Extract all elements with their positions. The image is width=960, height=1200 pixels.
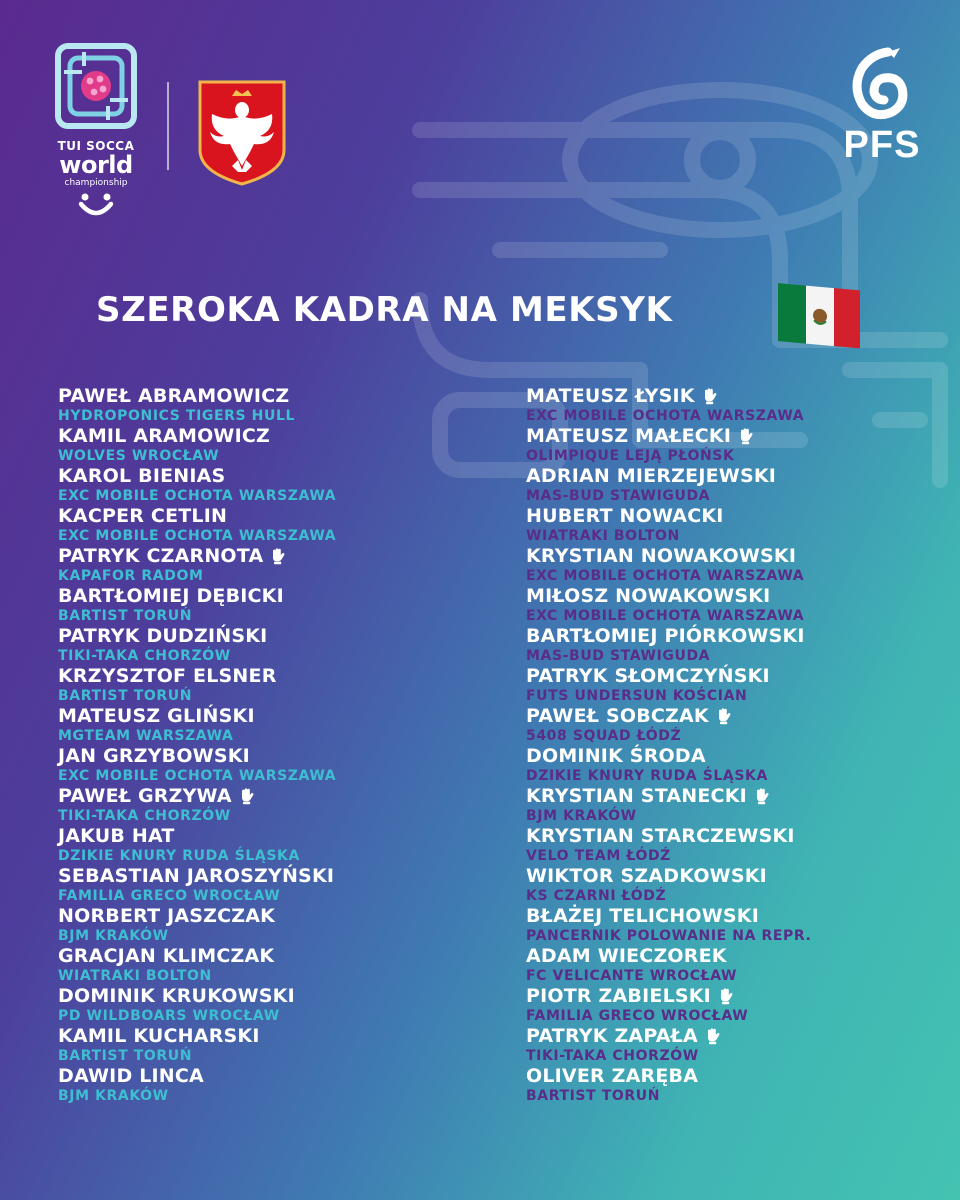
player-entry bbox=[58, 904, 478, 944]
player-name: MIŁOSZ NOWAKOWSKI bbox=[526, 585, 771, 607]
player-club: FC VELICANTE WROCŁAW bbox=[526, 968, 738, 984]
player-entry bbox=[58, 824, 478, 864]
pfs-label: PFS bbox=[843, 124, 921, 166]
player-name-row bbox=[526, 864, 946, 888]
player-name-row bbox=[526, 1064, 946, 1088]
player-club: BJM KRAKÓW bbox=[526, 808, 637, 824]
player-name: PAWEŁ ABRAMOWICZ bbox=[58, 385, 290, 407]
player-entry bbox=[58, 584, 478, 624]
player-entry bbox=[526, 944, 946, 984]
player-name-row bbox=[526, 624, 946, 648]
player-entry bbox=[58, 744, 478, 784]
player-name-row bbox=[58, 704, 478, 728]
player-entry bbox=[58, 1064, 478, 1104]
player-entry bbox=[58, 504, 478, 544]
player-name-row bbox=[526, 904, 946, 928]
tui-smile-icon bbox=[76, 192, 116, 218]
goalkeeper-glove-icon bbox=[238, 787, 256, 805]
player-name: PATRYK ZAPAŁA bbox=[526, 1025, 698, 1047]
player-name: BŁAŻEJ TELICHOWSKI bbox=[526, 905, 759, 927]
player-club: EXC MOBILE OCHOTA WARSZAWA bbox=[58, 768, 337, 784]
player-name: GRACJAN KLIMCZAK bbox=[58, 945, 275, 967]
player-club: PANCERNIK POLOWANIE NA REPR. bbox=[526, 928, 812, 944]
players-right-column bbox=[526, 384, 946, 1104]
goalkeeper-glove-icon bbox=[715, 707, 733, 725]
player-name-row bbox=[526, 504, 946, 528]
player-name: PAWEŁ SOBCZAK bbox=[526, 705, 709, 727]
player-entry bbox=[526, 744, 946, 784]
player-club: BARTIST TORUŃ bbox=[526, 1088, 661, 1104]
player-name-row bbox=[526, 784, 946, 808]
player-club: EXC MOBILE OCHOTA WARSZAWA bbox=[58, 528, 337, 544]
player-club: FUTS UNDERSUN KOŚCIAN bbox=[526, 688, 748, 704]
player-name: NORBERT JASZCZAK bbox=[58, 905, 276, 927]
player-name: KACPER CETLIN bbox=[58, 505, 228, 527]
player-entry bbox=[58, 624, 478, 664]
player-club: BARTIST TORUŃ bbox=[58, 608, 193, 624]
player-entry bbox=[58, 664, 478, 704]
player-name-row bbox=[58, 464, 478, 488]
player-entry bbox=[526, 824, 946, 864]
page-title: SZEROKA KADRA NA MEKSYK bbox=[96, 290, 673, 330]
players-left-column bbox=[58, 384, 478, 1104]
player-club: WIATRAKI BOLTON bbox=[526, 528, 680, 544]
player-club: VELO TEAM ŁÓDŹ bbox=[526, 848, 671, 864]
player-name-row bbox=[526, 664, 946, 688]
player-name: MATEUSZ GLIŃSKI bbox=[58, 705, 255, 727]
player-name: PATRYK CZARNOTA bbox=[58, 545, 264, 567]
player-entry bbox=[58, 1024, 478, 1064]
tui-socca-world-championship-logo bbox=[50, 42, 142, 232]
player-entry bbox=[526, 464, 946, 504]
player-name: KAMIL ARAMOWICZ bbox=[58, 425, 270, 447]
player-club: MAS-BUD STAWIGUDA bbox=[526, 648, 711, 664]
player-club: TIKI-TAKA CHORZÓW bbox=[526, 1048, 699, 1064]
world-label: world bbox=[59, 151, 133, 179]
player-name-row bbox=[58, 544, 478, 568]
player-name-row bbox=[58, 624, 478, 648]
player-entry bbox=[58, 544, 478, 584]
player-name-row bbox=[58, 864, 478, 888]
player-name-row bbox=[58, 504, 478, 528]
player-entry bbox=[58, 944, 478, 984]
player-name-row bbox=[58, 424, 478, 448]
player-club: EXC MOBILE OCHOTA WARSZAWA bbox=[58, 488, 337, 504]
player-name: KAMIL KUCHARSKI bbox=[58, 1025, 260, 1047]
player-entry bbox=[526, 424, 946, 464]
player-entry bbox=[526, 1064, 946, 1104]
player-name-row bbox=[526, 384, 946, 408]
player-name: JAN GRZYBOWSKI bbox=[58, 745, 250, 767]
player-name: KRYSTIAN STARCZEWSKI bbox=[526, 825, 795, 847]
player-entry bbox=[58, 784, 478, 824]
goalkeeper-glove-icon bbox=[701, 387, 719, 405]
player-club: BARTIST TORUŃ bbox=[58, 688, 193, 704]
player-name: BARTŁOMIEJ PIÓRKOWSKI bbox=[526, 625, 805, 647]
player-club: BJM KRAKÓW bbox=[58, 1088, 169, 1104]
socca-emblem-icon bbox=[54, 42, 138, 130]
goalkeeper-glove-icon bbox=[737, 427, 755, 445]
player-name: PIOTR ZABIELSKI bbox=[526, 985, 711, 1007]
player-name-row bbox=[526, 744, 946, 768]
player-club: BJM KRAKÓW bbox=[58, 928, 169, 944]
player-name-row bbox=[58, 384, 478, 408]
player-club: WOLVES WROCŁAW bbox=[58, 448, 220, 464]
player-name: HUBERT NOWACKI bbox=[526, 505, 724, 527]
player-entry bbox=[526, 904, 946, 944]
player-name: DAWID LINCA bbox=[58, 1065, 204, 1087]
player-entry bbox=[526, 984, 946, 1024]
player-entry bbox=[58, 384, 478, 424]
player-name: JAKUB HAT bbox=[58, 825, 175, 847]
player-name-row bbox=[58, 784, 478, 808]
player-name-row bbox=[58, 584, 478, 608]
player-name: KAROL BIENIAS bbox=[58, 465, 226, 487]
mexico-flag-icon bbox=[776, 283, 862, 349]
player-name: PAWEŁ GRZYWA bbox=[58, 785, 232, 807]
player-name: ADRIAN MIERZEJEWSKI bbox=[526, 465, 777, 487]
player-entry bbox=[526, 664, 946, 704]
player-entry bbox=[58, 864, 478, 904]
player-club: TIKI-TAKA CHORZÓW bbox=[58, 808, 231, 824]
player-name-row bbox=[58, 1064, 478, 1088]
player-club: EXC MOBILE OCHOTA WARSZAWA bbox=[526, 408, 805, 424]
player-name-row bbox=[58, 944, 478, 968]
player-name: PATRYK SŁOMCZYŃSKI bbox=[526, 665, 770, 687]
goalkeeper-glove-icon bbox=[717, 987, 735, 1005]
player-name: KRYSTIAN NOWAKOWSKI bbox=[526, 545, 797, 567]
goalkeeper-glove-icon bbox=[753, 787, 771, 805]
player-club: KAPAFOR RADOM bbox=[58, 568, 204, 584]
player-club: HYDROPONICS TIGERS HULL bbox=[58, 408, 296, 424]
player-club: KS CZARNI ŁÓDŹ bbox=[526, 888, 667, 904]
player-name: MATEUSZ ŁYSIK bbox=[526, 385, 695, 407]
player-name-row bbox=[58, 904, 478, 928]
player-entry bbox=[526, 584, 946, 624]
player-entry bbox=[526, 704, 946, 744]
player-name: DOMINIK ŚRODA bbox=[526, 745, 706, 767]
goalkeeper-glove-icon bbox=[269, 547, 287, 565]
player-club: TIKI-TAKA CHORZÓW bbox=[58, 648, 231, 664]
player-entry bbox=[526, 504, 946, 544]
player-name-row bbox=[58, 824, 478, 848]
player-club: FAMILIA GRECO WROCŁAW bbox=[58, 888, 281, 904]
player-name-row bbox=[526, 944, 946, 968]
player-name-row bbox=[526, 584, 946, 608]
player-entry bbox=[526, 1024, 946, 1064]
player-name: KRYSTIAN STANECKI bbox=[526, 785, 747, 807]
player-club: EXC MOBILE OCHOTA WARSZAWA bbox=[526, 568, 805, 584]
player-name-row bbox=[526, 544, 946, 568]
player-name: MATEUSZ MAŁECKI bbox=[526, 425, 732, 447]
player-club: PD WILDBOARS WROCŁAW bbox=[58, 1008, 280, 1024]
player-entry bbox=[526, 624, 946, 664]
player-club: BARTIST TORUŃ bbox=[58, 1048, 193, 1064]
player-entry bbox=[58, 704, 478, 744]
player-entry bbox=[58, 464, 478, 504]
player-entry bbox=[526, 544, 946, 584]
player-club: EXC MOBILE OCHOTA WARSZAWA bbox=[526, 608, 805, 624]
player-club: MAS-BUD STAWIGUDA bbox=[526, 488, 711, 504]
player-club: MGTEAM WARSZAWA bbox=[58, 728, 234, 744]
player-name-row bbox=[526, 824, 946, 848]
poland-eagle-crest-icon bbox=[198, 80, 286, 186]
player-club: DZIKIE KNURY RUDA ŚLĄSKA bbox=[58, 848, 300, 864]
player-club: DZIKIE KNURY RUDA ŚLĄSKA bbox=[526, 768, 768, 784]
player-name: WIKTOR SZADKOWSKI bbox=[526, 865, 767, 887]
tui-socca-label: TUI SOCCA bbox=[57, 139, 135, 153]
player-name: PATRYK DUDZIŃSKI bbox=[58, 625, 268, 647]
player-name-row bbox=[526, 704, 946, 728]
player-name: SEBASTIAN JAROSZYŃSKI bbox=[58, 865, 335, 887]
player-name: ADAM WIECZOREK bbox=[526, 945, 727, 967]
player-club: OLIMPIQUE LEJĄ PŁOŃSK bbox=[526, 448, 735, 464]
player-club: WIATRAKI BOLTON bbox=[58, 968, 212, 984]
logo-divider bbox=[167, 82, 169, 170]
player-name-row bbox=[58, 1024, 478, 1048]
player-name-row bbox=[526, 464, 946, 488]
player-entry bbox=[526, 784, 946, 824]
player-entry bbox=[526, 384, 946, 424]
player-name: OLIVER ZARĘBA bbox=[526, 1065, 699, 1087]
pfs-logo bbox=[832, 46, 932, 166]
player-entry bbox=[58, 424, 478, 464]
pfs-dragon-icon bbox=[832, 46, 932, 126]
player-name-row bbox=[526, 984, 946, 1008]
player-name: DOMINIK KRUKOWSKI bbox=[58, 985, 295, 1007]
championship-label: championship bbox=[64, 178, 128, 188]
player-entry bbox=[526, 864, 946, 904]
player-name-row bbox=[58, 744, 478, 768]
player-name: BARTŁOMIEJ DĘBICKI bbox=[58, 585, 284, 607]
goalkeeper-glove-icon bbox=[704, 1027, 722, 1045]
player-name-row bbox=[526, 1024, 946, 1048]
player-club: 5408 SQUAD ŁÓDŹ bbox=[526, 728, 682, 744]
player-name-row bbox=[58, 664, 478, 688]
player-name-row bbox=[526, 424, 946, 448]
player-name-row bbox=[58, 984, 478, 1008]
player-club: FAMILIA GRECO WROCŁAW bbox=[526, 1008, 749, 1024]
player-entry bbox=[58, 984, 478, 1024]
player-name: KRZYSZTOF ELSNER bbox=[58, 665, 277, 687]
